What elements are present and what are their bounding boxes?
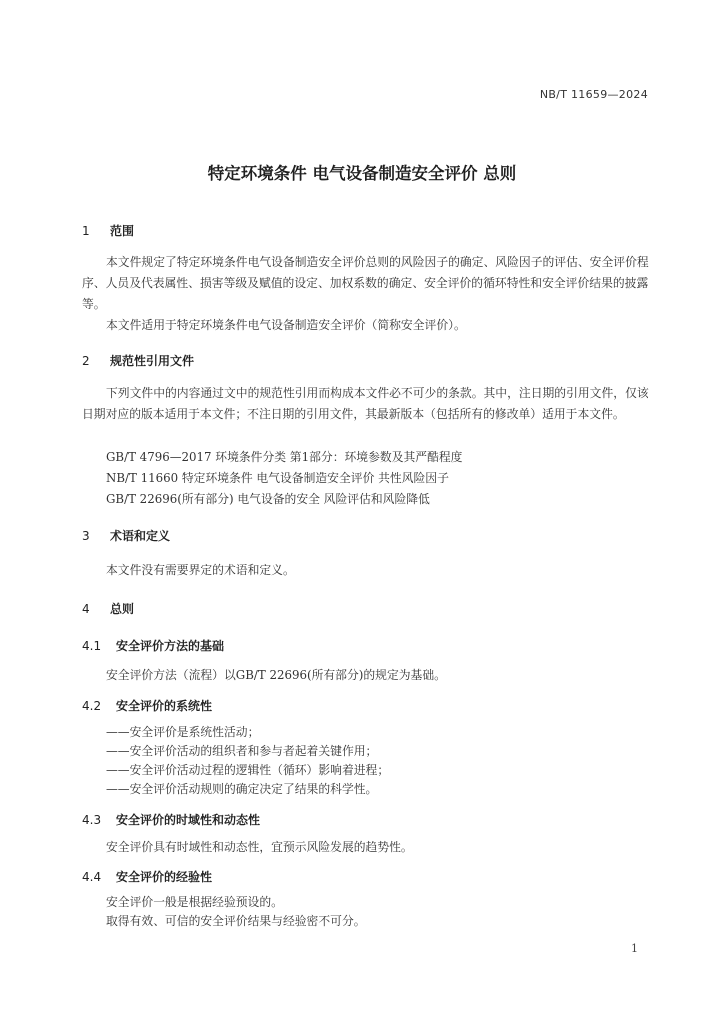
page-number: 1 xyxy=(631,942,638,955)
section-1-paragraph-1: 本文件规定了特定环境条件电气设备制造安全评价总则的风险因子的确定、风险因子的评估、安全评价程序、人员及代表属性、损害等级及赋值的设定、加权系数的确定、安全评价的循环特性和安全评价结果的披露等。 xyxy=(82,255,649,311)
reference-item: GB/T 4796—2017 环境条件分类 第1部分：环境参数及其严酷程度 xyxy=(106,450,463,464)
section-number: 4 xyxy=(82,602,90,616)
section-number: 1 xyxy=(82,224,90,238)
section-title: 安全评价的时域性和动态性 xyxy=(116,813,261,827)
section-2-paragraph-1: 下列文件中的内容通过文中的规范性引用而构成本文件必不可少的条款。其中，注日期的引用文件，仅该日期对应的版本适用于本文件；不注日期的引用文件，其最新版本（包括所有的修改单）适用于本文件。 xyxy=(82,386,649,421)
section-4-3-heading xyxy=(82,811,260,828)
section-2-heading xyxy=(82,352,194,369)
section-title: 规范性引用文件 xyxy=(110,354,195,368)
section-title: 安全评价方法的基础 xyxy=(116,639,225,653)
section-number: 4.3 xyxy=(82,813,102,827)
list-item: ——安全评价活动过程的逻辑性（循环）影响着进程； xyxy=(106,763,390,777)
list-item: ——安全评价活动的组织者和参与者起着关键作用； xyxy=(106,744,378,758)
section-number: 3 xyxy=(82,529,90,543)
section-4-heading xyxy=(82,600,134,617)
section-4-2-heading xyxy=(82,697,212,714)
section-number: 4.2 xyxy=(82,699,102,713)
section-title: 范围 xyxy=(110,224,135,238)
reference-item: GB/T 22696(所有部分) 电气设备的安全 风险评估和风险降低 xyxy=(106,492,430,506)
section-number: 2 xyxy=(82,354,90,368)
section-1-heading xyxy=(82,222,134,239)
section-4-3-paragraph-1: 安全评价具有时域性和动态性，宜预示风险发展的趋势性。 xyxy=(106,840,413,854)
standard-number: NB/T 11659—2024 xyxy=(539,88,648,101)
section-4-4-paragraph-1: 安全评价一般是根据经验预设的。 xyxy=(106,895,283,909)
section-1-paragraph-2: 本文件适用于特定环境条件电气设备制造安全评价（简称安全评价）。 xyxy=(106,318,466,332)
list-item: ——安全评价是系统性活动； xyxy=(106,725,260,739)
section-number: 4.1 xyxy=(82,639,102,653)
section-title: 安全评价的经验性 xyxy=(116,870,213,884)
section-title: 安全评价的系统性 xyxy=(116,699,213,713)
section-4-1-heading xyxy=(82,637,224,654)
section-4-4-paragraph-2: 取得有效、可信的安全评价结果与经验密不可分。 xyxy=(106,914,366,928)
section-title: 总则 xyxy=(110,602,135,616)
section-title: 术语和定义 xyxy=(110,529,171,543)
reference-item: NB/T 11660 特定环境条件 电气设备制造安全评价 共性风险因子 xyxy=(106,471,449,485)
section-number: 4.4 xyxy=(82,870,102,884)
section-3-heading xyxy=(82,527,170,544)
section-4-1-paragraph-1: 安全评价方法（流程）以GB/T 22696(所有部分)的规定为基础。 xyxy=(106,668,446,682)
section-3-paragraph-1: 本文件没有需要界定的术语和定义。 xyxy=(106,563,295,577)
section-4-4-heading xyxy=(82,868,212,885)
list-item: ——安全评价活动规则的确定决定了结果的科学性。 xyxy=(106,782,378,796)
document-title: 特定环境条件 电气设备制造安全评价 总则 xyxy=(207,164,517,183)
